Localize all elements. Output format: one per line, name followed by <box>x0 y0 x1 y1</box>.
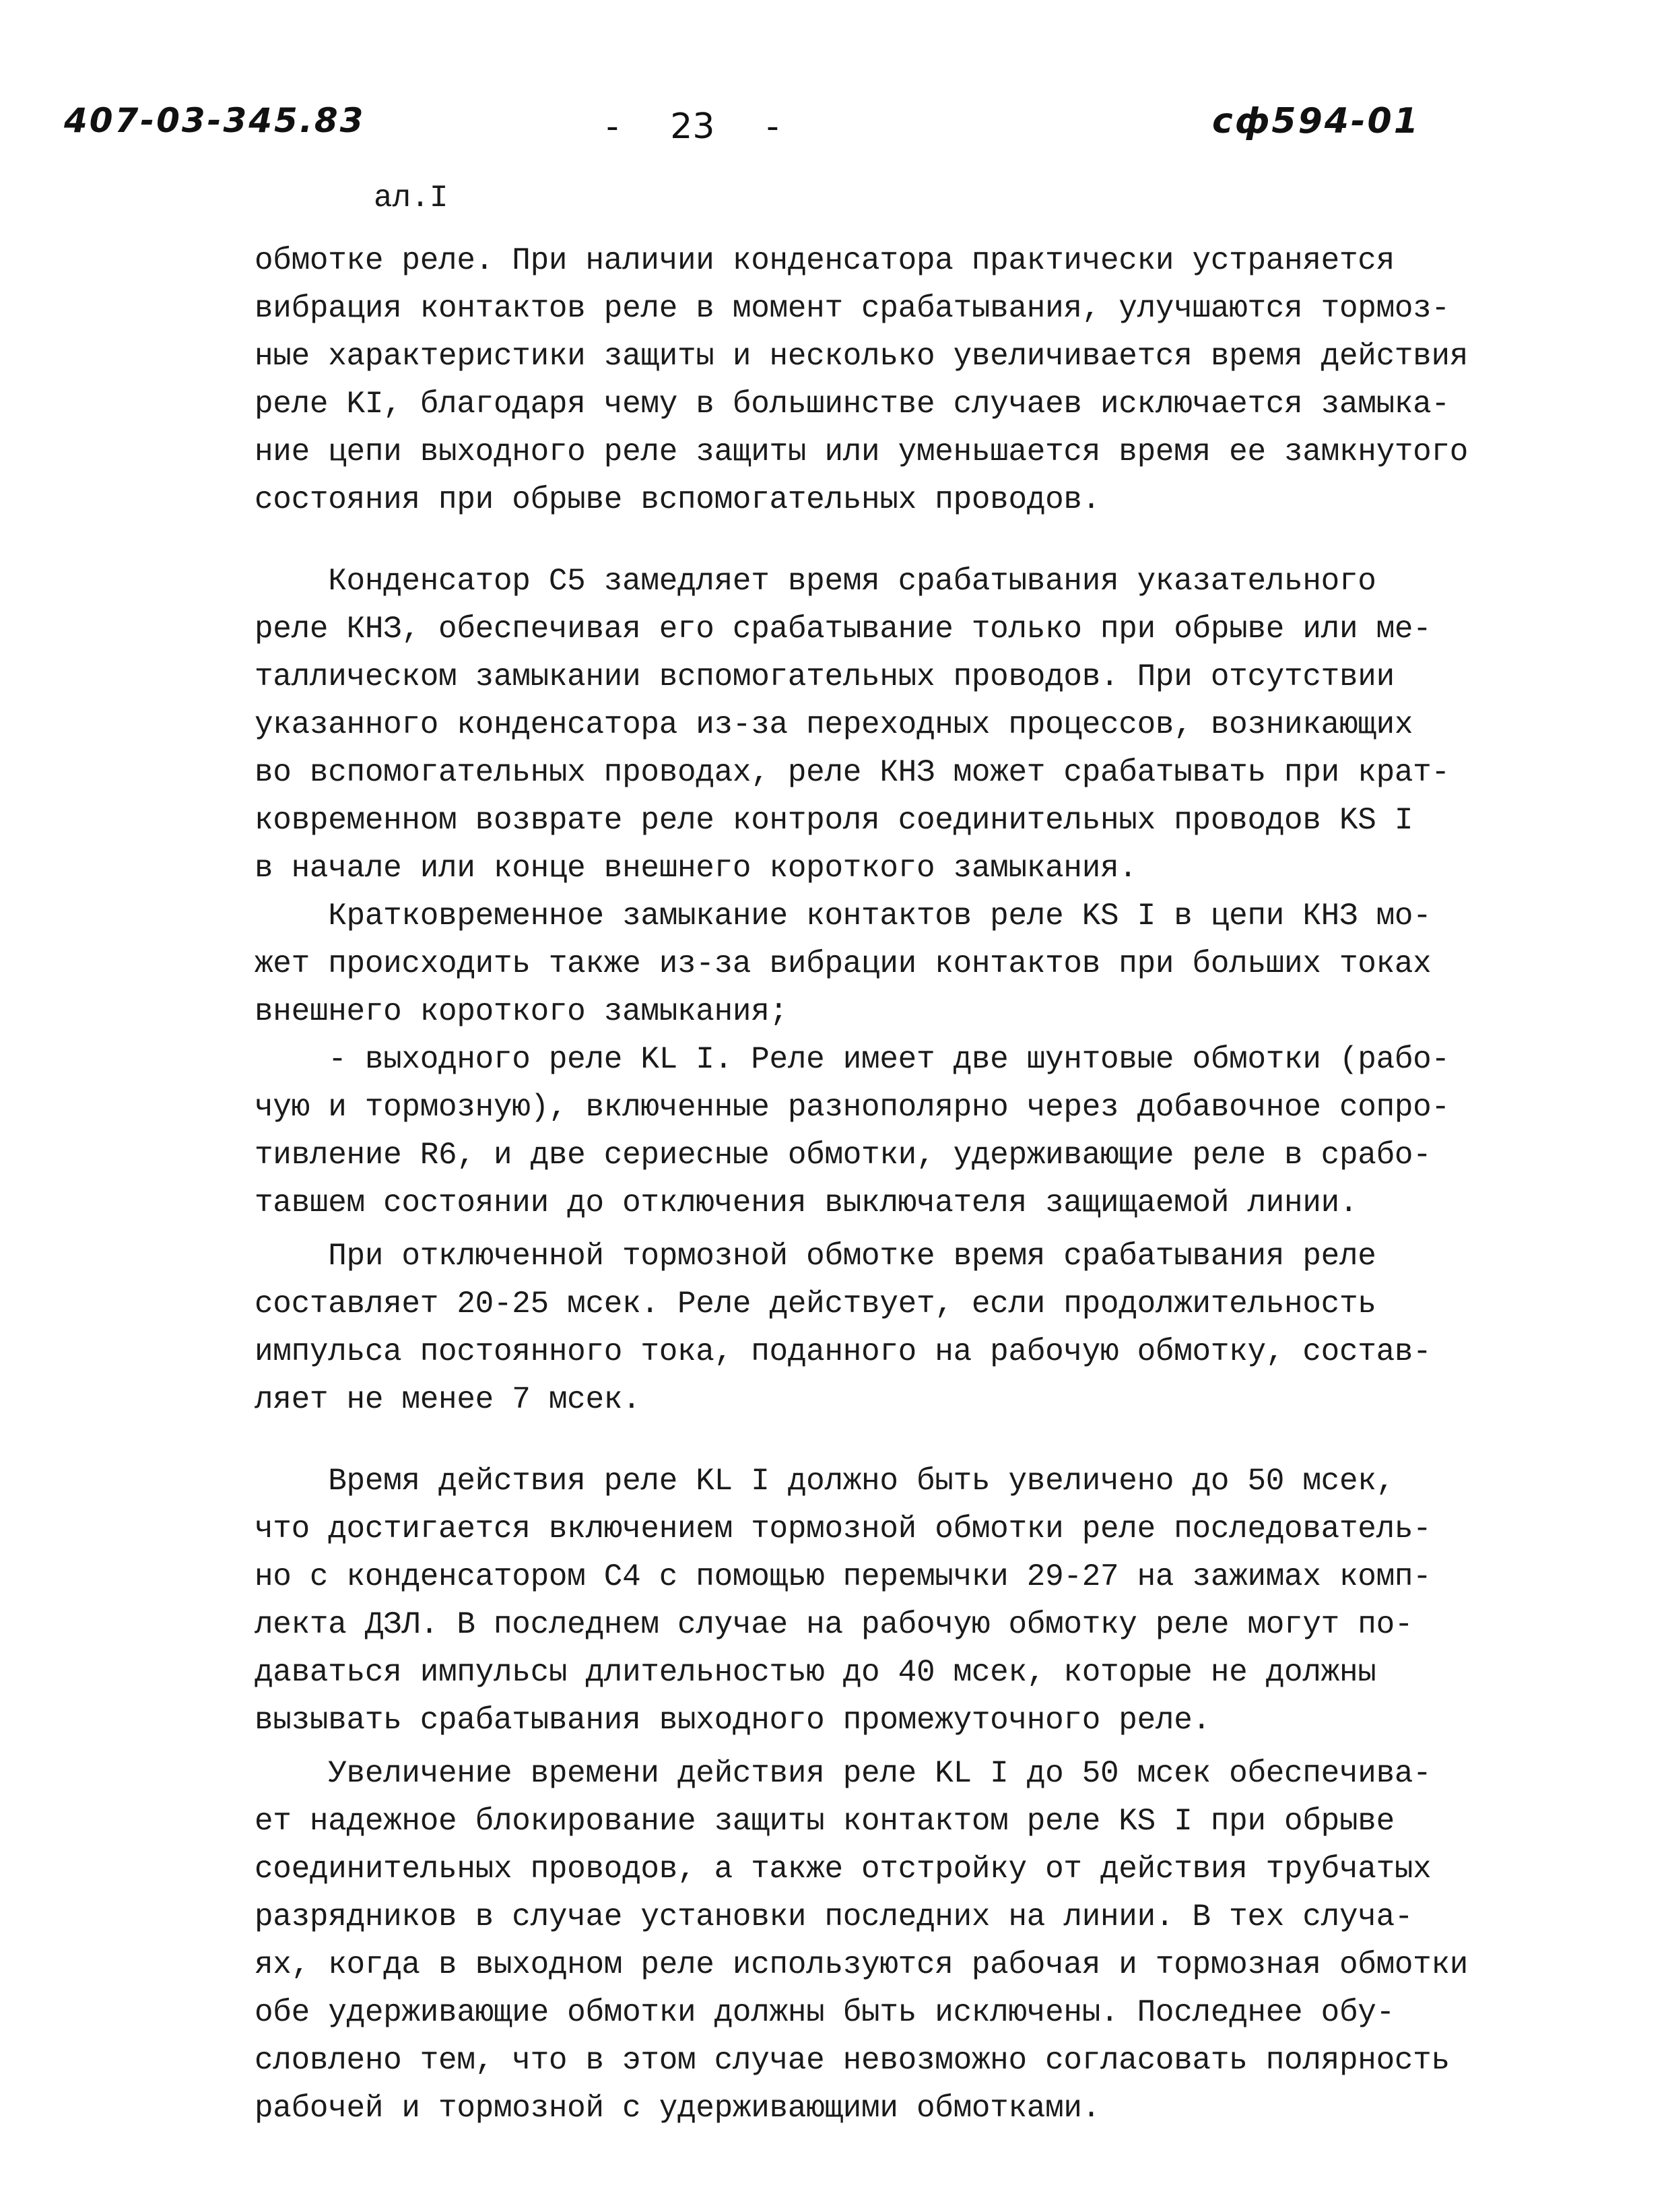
text-line: Время действия реле KL I должно быть увеличено до 50 мсек, <box>255 1464 1395 1499</box>
sheet-code: сф594-01 <box>1212 101 1420 141</box>
text-line: обе удерживающие обмотки должны быть исключены. Последнее обу- <box>255 1995 1395 2030</box>
paragraph <box>255 237 1547 524</box>
text-line: даваться импульсы длительностью до 40 мсек, которые не должны <box>255 1655 1376 1690</box>
text-line: вызывать срабатывания выходного промежуточного реле. <box>255 1703 1211 1738</box>
text-line: чую и тормозную), включенные разнополярно через добавочное сопро- <box>255 1090 1450 1125</box>
text-line: ляет не менее 7 мсек. <box>255 1382 641 1417</box>
text-line: ковременном возврате реле контроля соединительных проводов KS I <box>255 803 1413 838</box>
text-line: таллическом замыкании вспомогательных проводов. При отсутствии <box>255 659 1395 694</box>
text-line: что достигается включением тормозной обмотки реле последователь- <box>255 1511 1432 1547</box>
body-text <box>255 237 1547 2133</box>
text-line: словлено тем, что в этом случае невозможно согласовать полярность <box>255 2043 1450 2078</box>
text-line: соединительных проводов, а также отстройку от действия трубчатых <box>255 1852 1432 1887</box>
text-line: Кратковременное замыкание контактов реле KS I в цепи КНЗ мо- <box>255 899 1432 934</box>
document-code: 407-03-345.83 <box>64 101 366 140</box>
paragraph <box>255 558 1547 892</box>
text-line: лекта ДЗЛ. В последнем случае на рабочую обмотку реле могут по- <box>255 1607 1413 1642</box>
paragraph <box>255 1458 1547 1745</box>
text-line: При отключенной тормозной обмотке время срабатывания реле <box>255 1239 1376 1274</box>
text-line: жет происходить также из-за вибрации контактов при больших токах <box>255 946 1432 981</box>
text-line: составляет 20-25 мсек. Реле действует, если продолжительность <box>255 1287 1376 1322</box>
text-line: Конденсатор С5 замедляет время срабатывания указательного <box>255 564 1376 599</box>
text-line: ет надежное блокирование защиты контактом реле KS I при обрыве <box>255 1804 1395 1839</box>
text-line: тивление R6, и две сериесные обмотки, удерживающие реле в срабо- <box>255 1138 1432 1173</box>
text-line: разрядников в случае установки последних на линии. В тех случа- <box>255 1899 1413 1934</box>
text-line: Увеличение времени действия реле KL I до 50 мсек обеспечива- <box>255 1756 1432 1791</box>
page-header <box>0 101 1670 162</box>
text-line: но с конденсатором С4 с помощью перемычки 29-27 на зажимах комп- <box>255 1559 1432 1594</box>
text-line: указанного конденсатора из-за переходных процессов, возникающих <box>255 707 1413 742</box>
text-line: во вспомогательных проводах, реле КНЗ может срабатывать при крат- <box>255 755 1450 790</box>
page-number: - 23 - <box>606 106 779 147</box>
paragraph <box>255 1233 1547 1424</box>
text-line: обмотке реле. При наличии конденсатора практически устраняется <box>255 243 1395 278</box>
text-line: реле KI, благодаря чему в большинстве случаев исключается замыка- <box>255 387 1450 422</box>
text-line: вибрация контактов реле в момент срабатывания, улучшаются тормоз- <box>255 291 1450 326</box>
text-line: тавшем состоянии до отключения выключателя защищаемой линии. <box>255 1185 1358 1221</box>
paragraph <box>255 892 1547 1036</box>
paragraph <box>255 1036 1547 1227</box>
text-line: реле КНЗ, обеспечивая его срабатывание только при обрыве или ме- <box>255 612 1432 647</box>
text-line: в начале или конце внешнего короткого замыкания. <box>255 851 1137 886</box>
text-line: ние цепи выходного реле защиты или уменьшается время ее замкнутого <box>255 434 1469 469</box>
text-line: внешнего короткого замыкания; <box>255 994 788 1029</box>
paragraph <box>255 1750 1547 2133</box>
text-line: импульса постоянного тока, поданного на рабочую обмотку, состав- <box>255 1334 1432 1369</box>
text-line: ные характеристики защиты и несколько увеличивается время действия <box>255 339 1469 374</box>
text-line: рабочей и тормозной с удерживающими обмотками. <box>255 2091 1101 2126</box>
text-line: ях, когда в выходном реле используются рабочая и тормозная обмотки <box>255 1947 1469 1982</box>
section-label: ал.I <box>374 181 448 216</box>
text-line: состояния при обрыве вспомогательных проводов. <box>255 482 1101 517</box>
text-line: - выходного реле KL I. Реле имеет две шунтовые обмотки (рабо- <box>255 1042 1450 1077</box>
